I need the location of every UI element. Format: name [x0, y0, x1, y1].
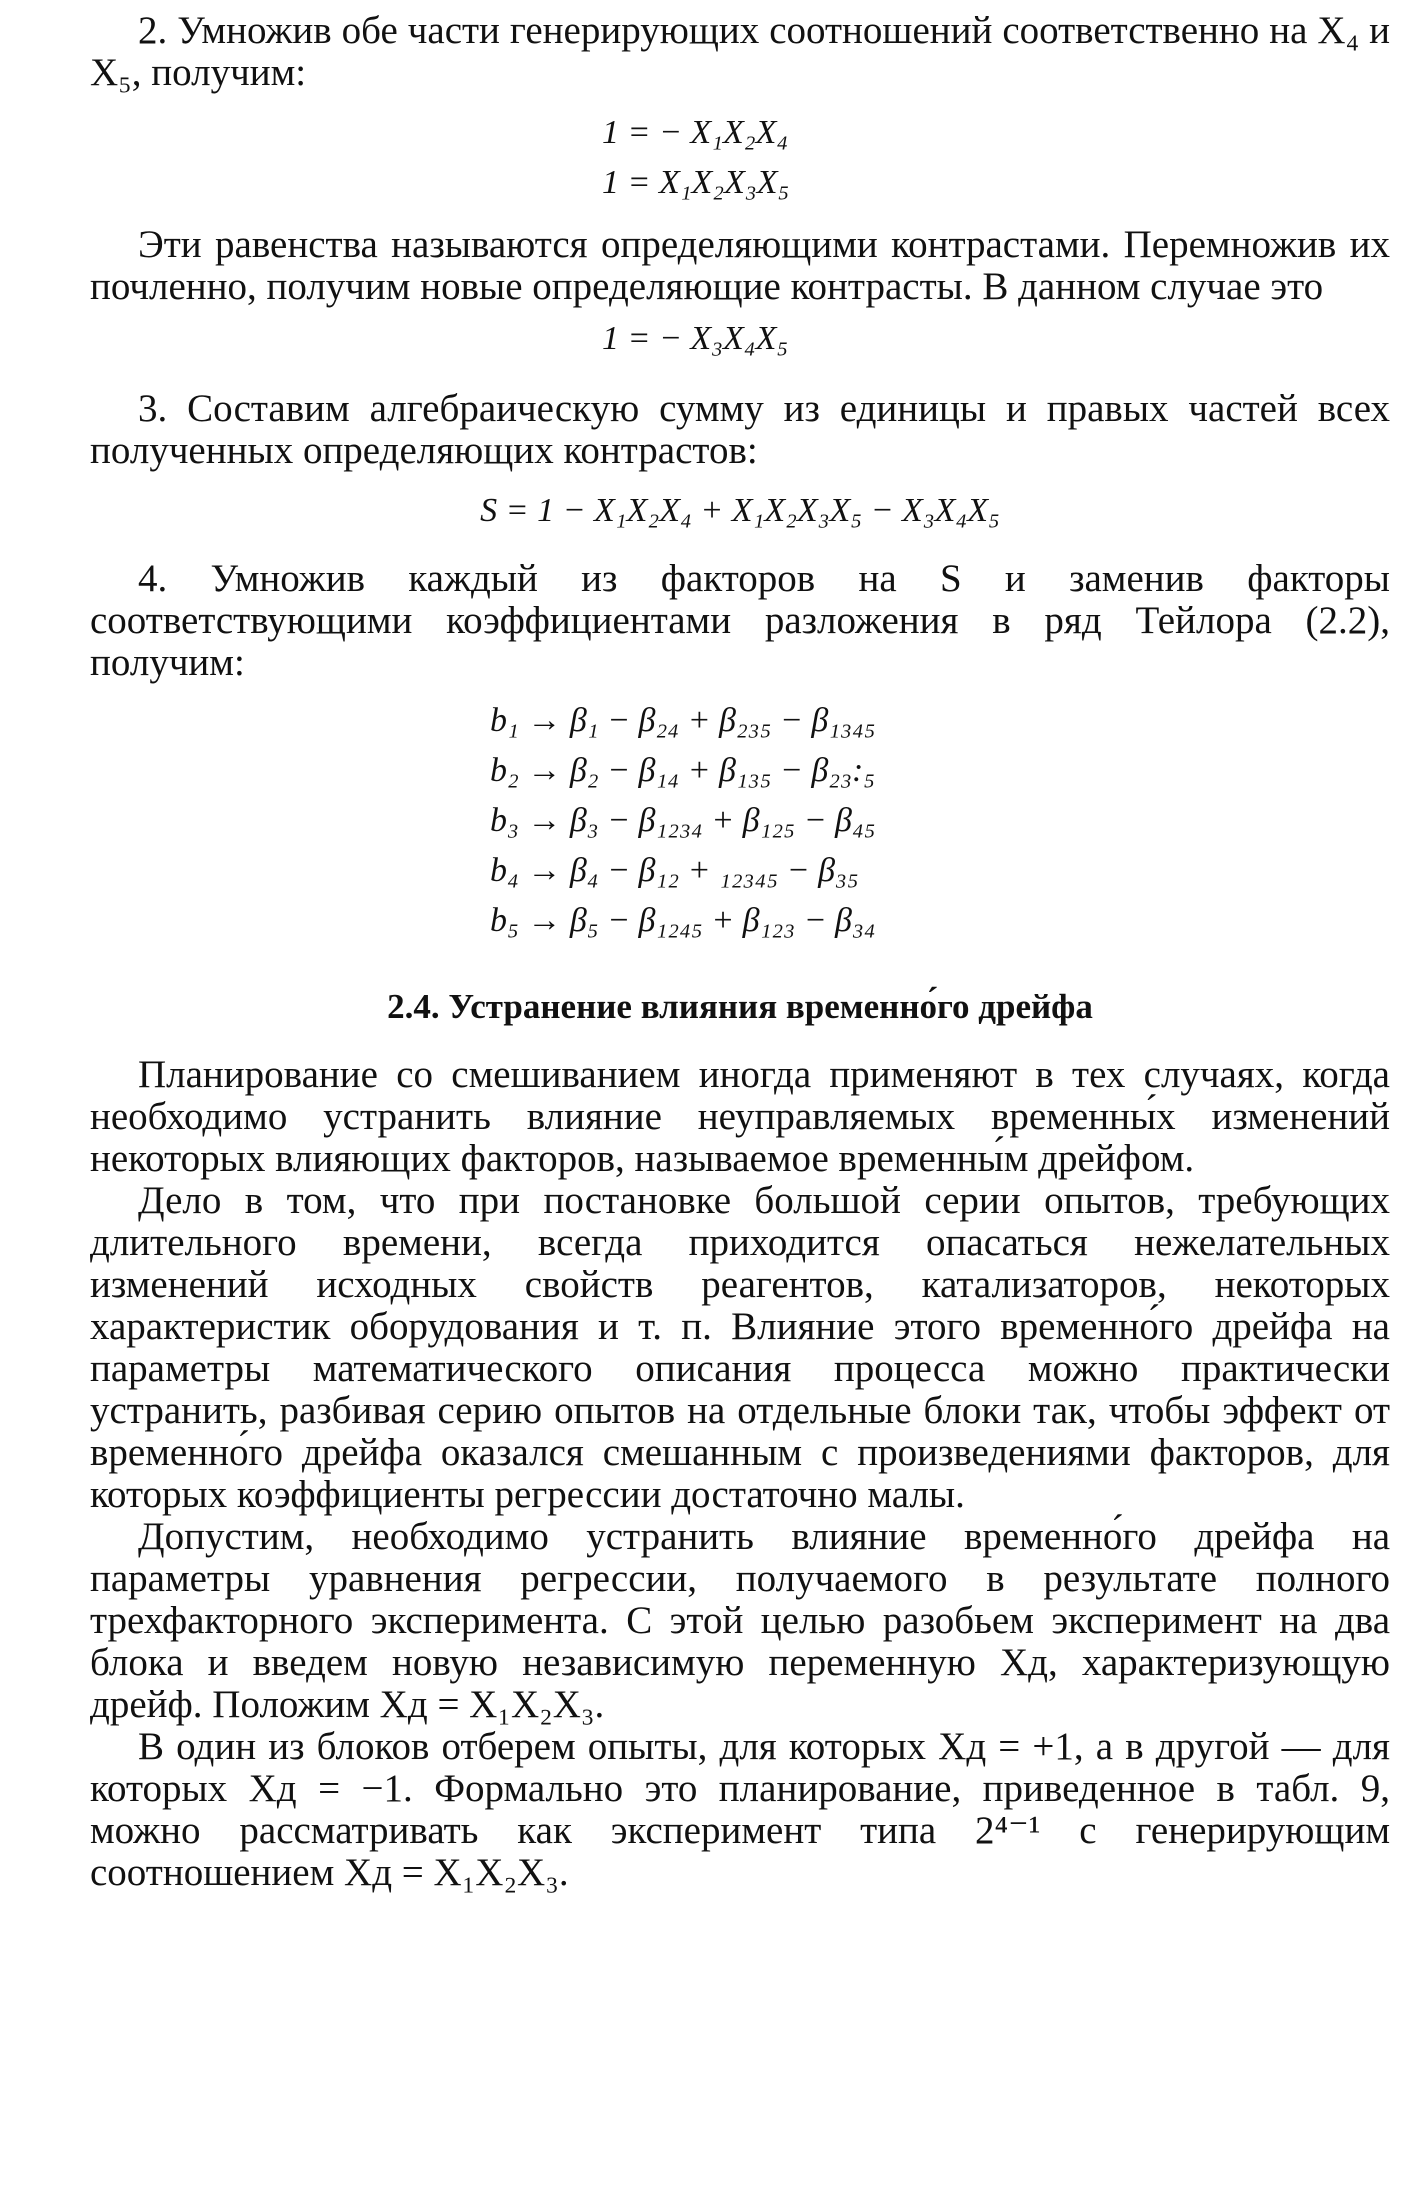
equation-sum: [90, 486, 1390, 536]
equation-b1: b₁ → β₁ − β₂₄ + β₂₃₅ − β₁₃₄₅: [490, 702, 876, 739]
paragraph-contrasts: Эти равенства называются определяющими контрастами. Перемножив их почленно, получим новые определяющие контрасты. В данном случае это: [90, 223, 1390, 308]
equation: S = 1 − X₁X₂X₄ + X₁X₂X₃X₅ − X₃X₄X₅: [480, 492, 1000, 529]
equation: 1 = − X₃X₄X₅: [602, 320, 789, 357]
paragraph-step-4: 4. Умножив каждый из факторов на S и заменив факторы соответствующими коэффициентами разложения в ряд Тейлора (2.2), получим:: [90, 557, 1390, 684]
paragraph-a: Планирование со смешиванием иногда применяют в тех случаях, когда необходимо устранить влияние неуправляемых временны́х изменений некоторых влияющих факторов, называемое временны́м дрейфом.: [90, 1053, 1390, 1180]
paragraph-d: В один из блоков отберем опыты, для которых Xд = +1, а в другой — для которых Xд = −1. Формально это планирование, приведенное в табл. 9, можно рассматривать как эксперимент типа 2⁴⁻¹ с генерирующим соотношением Xд = X₁X₂X₃.: [90, 1725, 1390, 1894]
paragraph-c: Допустим, необходимо устранить влияние временно́го дрейфа на параметры уравнения регрессии, получаемого в результате полного трехфакторного эксперимента. С этой целью разобьем эксперимент на два блока и введем новую независимую переменную Xд, характеризующую дрейф. Положим Xд = X₁X₂X₃.: [90, 1515, 1390, 1726]
equations-b: [90, 696, 1390, 946]
paragraph-step-3: 3. Составим алгебраическую сумму из единицы и правых частей всех полученных определяющих контрастов:: [90, 387, 1390, 472]
equations-step-2: [90, 108, 1390, 208]
paragraph-step-2: 2. Умножив обе части генерирующих соотношений соответственно на X₄ и X₅, получим:: [90, 9, 1390, 94]
equation-contrast: [90, 314, 1390, 364]
section-heading: 2.4. Устранение влияния временно́го дрейфа: [387, 987, 1093, 1026]
equation-b3: b₃ → β₃ − β₁₂₃₄ + β₁₂₅ − β₄₅: [490, 802, 876, 839]
paragraph-b: Дело в том, что при постановке большой серии опытов, требующих длительного времени, всегда приходится опасаться нежелательных изменений исходных свойств реагентов, катализаторов, некоторых характеристик оборудования и т. п. Влияние этого временно́го дрейфа на параметры математического описания процесса можно практически устранить, разбивая серию опытов на отдельные блоки так, чтобы эффект от временно́го дрейфа оказался смешанным с произведениями факторов, для которых коэффициенты регрессии достаточно малы.: [90, 1179, 1390, 1516]
equation-b5: b₅ → β₅ − β₁₂₄₅ + β₁₂₃ − β₃₄: [490, 902, 876, 939]
equation-b4: b₄ → β₄ − β₁₂ + ₁₂₃₄₅ − β₃₅: [490, 852, 859, 889]
equation: 1 = − X₁X₂X₄: [602, 114, 789, 151]
equation: 1 = X₁X₂X₃X₅: [602, 164, 790, 201]
equation-b2: b₂ → β₂ − β₁₄ + β₁₃₅ − β₂₃:₅: [490, 752, 876, 789]
